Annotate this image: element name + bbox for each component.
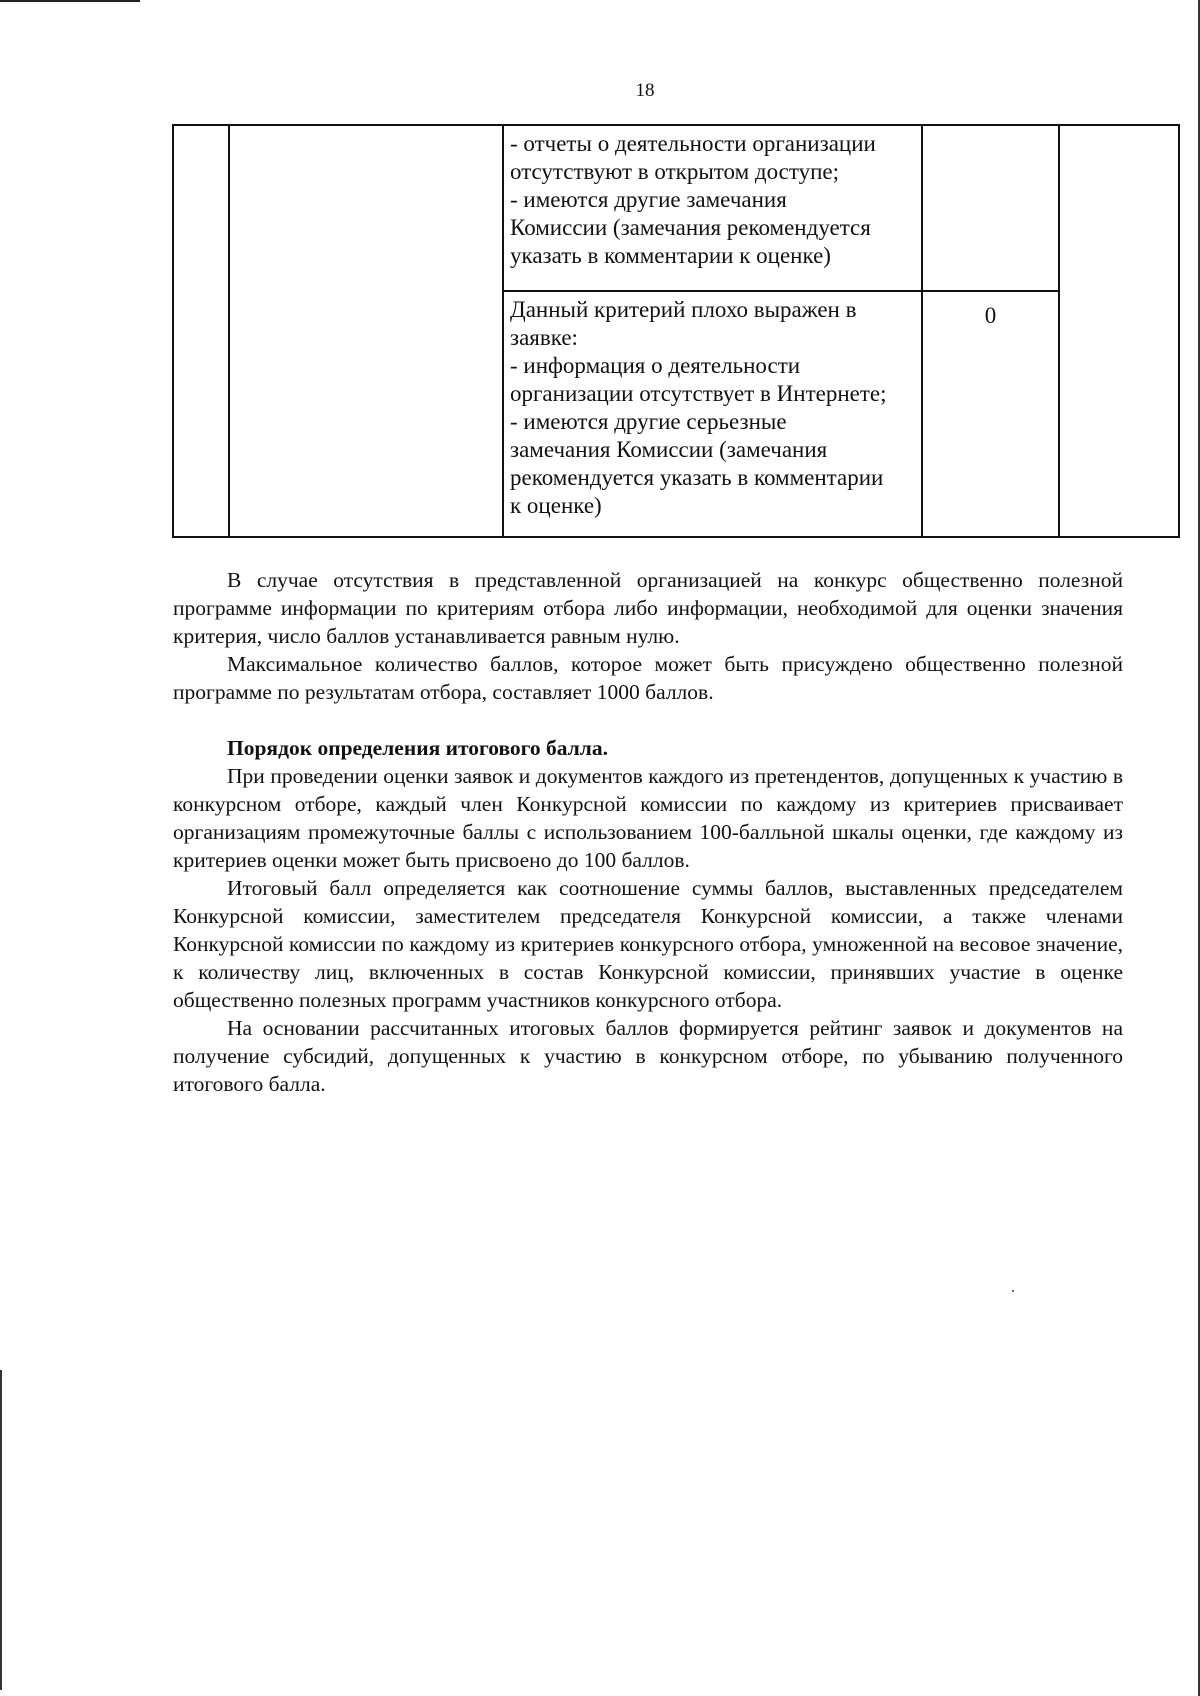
- paragraph-rating: На основании рассчитанных итоговых баллов формируется рейтинг заявок и документов на получение субсидий, допущенных к участию в конкурсном отборе, по убыванию полученного итогового балла.: [173, 1016, 1123, 1096]
- section-title: Порядок определения итогового балла.: [227, 736, 608, 760]
- description-line: Данный критерий плохо выражен в: [510, 297, 857, 322]
- table-cell-score: [922, 125, 1059, 291]
- document-body: [173, 566, 1123, 1098]
- description-line: Комиссии (замечания рекомендуется: [510, 215, 871, 240]
- table-cell-description: [503, 291, 922, 537]
- description-line: организации отсутствует в Интернете;: [510, 381, 887, 406]
- table-cell-criterion: [229, 125, 503, 537]
- description-line: - информация о деятельности: [510, 353, 801, 378]
- paragraph-final-score: Итоговый балл определяется как соотношение суммы баллов, выставленных председателем Конкурсной комиссии, заместителем председателя Конкурсной комиссии, а также членами Конкурсной комиссии по каждому из критериев конкурсного отбора, умноженной на весовое значение, к количеству лиц, включенных в состав Конкурсной комиссии, принявших участие в оценке общественно полезных программ участников конкурсного отбора.: [173, 876, 1123, 1012]
- scan-speck: [1012, 1290, 1014, 1292]
- description-line: рекомендуется указать в комментарии: [510, 465, 884, 490]
- paragraph-zero-points: В случае отсутствия в представленной организацией на конкурс общественно полезной программе информации по критериям отбора либо информации, необходимой для оценки значения критерия, число баллов устанавливается равным нулю.: [173, 568, 1123, 648]
- table-cell-number: [173, 125, 229, 537]
- paragraph-evaluation: При проведении оценки заявок и документов каждого из претендентов, допущенных к участию в конкурсном отборе, каждый член Конкурсной комиссии по каждому из критериев присваивает организациям промежуточные баллы с использованием 100-балльной шкалы оценки, где каждому из критериев оценки может быть присвоено до 100 баллов.: [173, 764, 1123, 872]
- description-line: указать в комментарии к оценке): [510, 243, 831, 268]
- description-line: - отчеты о деятельности организации: [510, 131, 876, 156]
- description-line: - имеются другие серьезные: [510, 409, 787, 434]
- description-line: замечания Комиссии (замечания: [510, 437, 828, 462]
- description-line: заявке:: [510, 325, 578, 350]
- paragraph-max-points: Максимальное количество баллов, которое может быть присуждено общественно полезной программе по результатам отбора, составляет 1000 баллов.: [173, 652, 1123, 704]
- table-cell-score: 0: [922, 291, 1059, 537]
- page-number: 18: [635, 80, 655, 101]
- description-line: отсутствуют в открытом доступе;: [510, 159, 840, 184]
- scan-edge-top: [0, 0, 140, 2]
- scan-edge-left: [0, 1370, 2, 1690]
- table-cell-description: [503, 125, 922, 291]
- table-cell-weight: [1059, 125, 1179, 537]
- table-row: [173, 125, 1179, 291]
- description-line: к оценке): [510, 493, 602, 518]
- description-line: - имеются другие замечания: [510, 187, 787, 212]
- criteria-table: [172, 124, 1180, 538]
